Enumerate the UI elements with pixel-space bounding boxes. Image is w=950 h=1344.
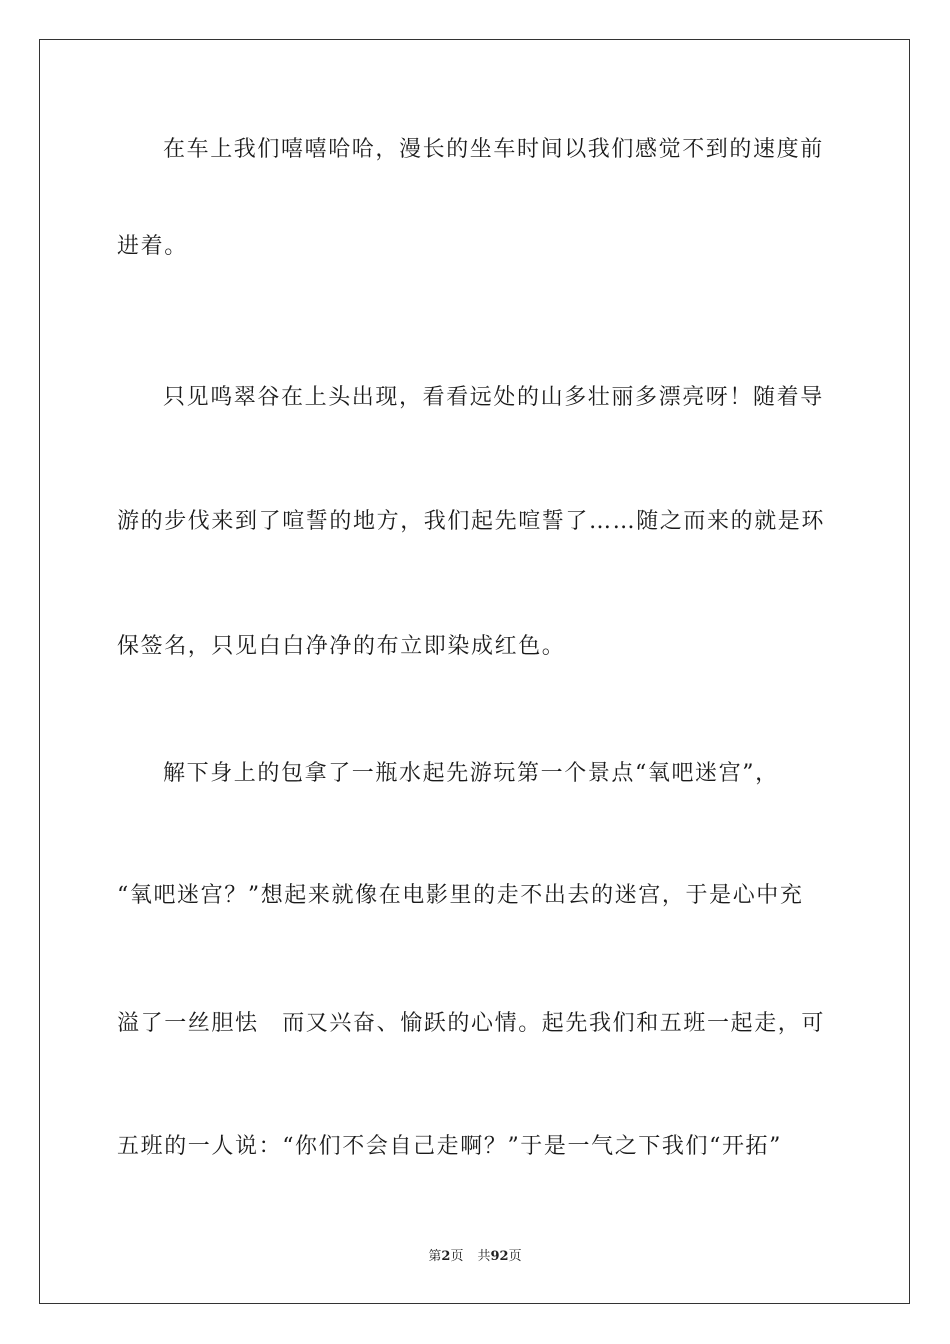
paragraph-line: 五班的一人说：“你们不会自己走啊？”于是一气之下我们“开拓” [117,1134,782,1159]
paragraph-line: 只见鸣翠谷在上头出现，看看远处的山多壮丽多漂亮呀！随着导 [163,385,824,410]
total-prefix: 共 [477,1249,491,1264]
paragraph-line: “氧吧迷宫？”想起来就像在电影里的走不出去的迷宫，于是心中充 [117,883,804,908]
paragraph-line: 保签名，只见白白净净的布立即染成红色。 [117,634,566,659]
page-number: 2 [441,1249,451,1264]
paragraph-line: 解下身上的包拿了一瓶水起先游玩第一个景点“氧吧迷宫”， [163,761,779,786]
page-footer [0,1248,950,1266]
total-suffix: 页 [508,1249,522,1264]
page-border [39,39,910,1304]
page-suffix: 页 [450,1249,464,1264]
paragraph-line: 在车上我们嘻嘻哈哈，漫长的坐车时间以我们感觉不到的速度前 [163,137,824,162]
total-pages: 92 [490,1249,509,1264]
paragraph-line: 进着。 [117,234,188,259]
paragraph-line: 溢了一丝胆怯 而又兴奋、愉跃的心情。起先我们和五班一起走，可 [117,1011,826,1036]
paragraph-line: 游的步伐来到了喧誓的地方，我们起先喧誓了……随之而来的就是环 [117,509,826,534]
page-prefix: 第 [428,1249,442,1264]
